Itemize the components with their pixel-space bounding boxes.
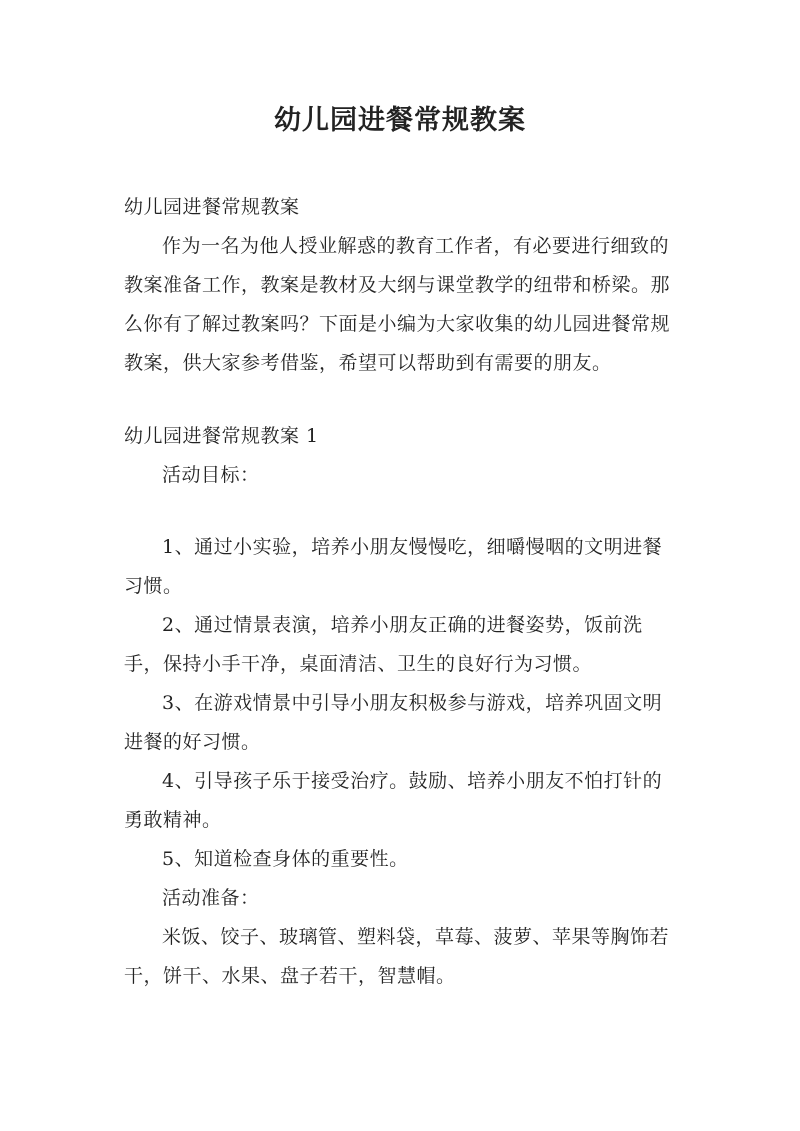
document-subtitle: 幼儿园进餐常规教案 [124, 196, 300, 218]
goal-item-1: 1、通过小实验，培养小朋友慢慢吃，细嚼慢咽的文明进餐习惯。 [124, 536, 663, 597]
document-title: 幼儿园进餐常规教案 [274, 105, 526, 136]
goal-item-5: 5、知道检查身体的重要性。 [162, 848, 409, 870]
goal-item-2: 2、通过情景表演，培养小朋友正确的进餐姿势，饭前洗手，保持小手干净，桌面清洁、卫生的良好行为习惯。 [124, 614, 643, 675]
goal-item-4: 4、引导孩子乐于接受治疗。鼓励、培养小朋友不怕打针的勇敢精神。 [124, 770, 663, 831]
goals-label: 活动目标： [162, 464, 260, 486]
goal-item-3: 3、在游戏情景中引导小朋友积极参与游戏，培养巩固文明进餐的好习惯。 [124, 692, 663, 753]
document-body [124, 188, 680, 996]
prep-paragraph: 米饭、饺子、玻璃管、塑料袋，草莓、菠萝、苹果等胸饰若干，饼干、水果、盘子若干，智慧帽。 [124, 926, 670, 987]
prep-label: 活动准备： [162, 887, 260, 909]
section-heading: 幼儿园进餐常规教案 1 [124, 425, 319, 447]
intro-paragraph: 作为一名为他人授业解惑的教育工作者，有必要进行细致的教案准备工作，教案是教材及大纲与课堂教学的纽带和桥梁。那么你有了解过教案吗？下面是小编为大家收集的幼儿园进餐常规教案，供大家参考借鉴，希望可以帮助到有需要的朋友。 [124, 235, 671, 374]
